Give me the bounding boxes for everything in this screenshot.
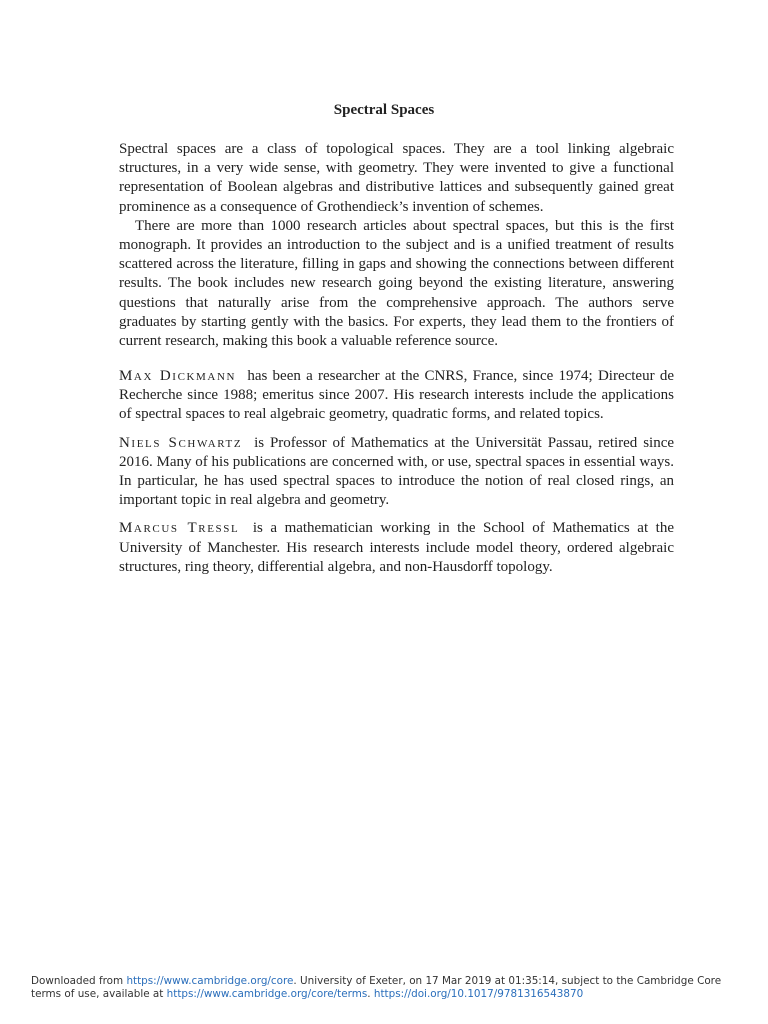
author-bios bbox=[119, 367, 674, 586]
author-bio-schwartz bbox=[119, 434, 674, 511]
footer-middle-text: . University of Exeter, on 17 Mar 2019 at 01:35:14, subject to the Cambridge Core terms of use, available at bbox=[31, 975, 722, 1001]
author-bio-text: is a mathematician working in the School of Mathematics at the University of Manchester. His research interests include model theory, ordered algebraic structures, ring theory, differential algebra, and non-Hausdorff topology. bbox=[119, 520, 674, 575]
download-footer bbox=[31, 975, 743, 1001]
author-bio-tressl bbox=[119, 519, 674, 577]
page-title: Spectral Spaces bbox=[333, 102, 435, 118]
author-bio-text: is Professor of Mathematics at the Universität Passau, retired since 2016. Many of his publications are concerned with, or use, spectral spaces in essential ways. In particular, he has used spectral spaces to introduce the notion of real closed rings, an important topic in real algebra and geometry. bbox=[119, 434, 675, 509]
book-description bbox=[119, 140, 674, 351]
description-paragraph: Spectral spaces are a class of topological spaces. They are a tool linking algebraic structures, in a very wide sense, with geometry. They were invented to give a functional representation of Boolean algebras and distributive lattices and subsequently gained great prominence as a consequence of Grothendieck’s invention of schemes. bbox=[119, 141, 674, 215]
author-bio-text: has been a researcher at the CNRS, France, since 1974; Directeur de Recherche since 1988; emeritus since 2007. His research interests include the applications of spectral spaces to real algebraic geometry, quadratic forms, and related topics. bbox=[119, 368, 674, 423]
author-name: Max Dickmann bbox=[119, 368, 237, 384]
author-bio-dickmann bbox=[119, 367, 674, 425]
footer-prefix: Downloaded from bbox=[31, 975, 127, 987]
author-name: Niels Schwartz bbox=[119, 434, 243, 451]
terms-link[interactable]: https://www.cambridge.org/core/terms bbox=[166, 988, 368, 1001]
footer-separator: . bbox=[367, 988, 374, 1001]
doi-link[interactable]: https://doi.org/10.1017/9781316543870 bbox=[373, 988, 584, 1001]
author-name: Marcus Tressl bbox=[119, 520, 240, 537]
cambridge-core-link[interactable]: https://www.cambridge.org/core bbox=[126, 975, 294, 987]
description-paragraph: There are more than 1000 research articles about spectral spaces, but this is the first monograph. It provides an introduction to the subject and is a unified treatment of results scattered across the literature, filling in gaps and showing the connections between different results. The book includes new research going beyond the existing literature, answering questions that naturally arise from the comprehensive approach. The authors serve graduates by starting gently with the basics. For experts, they lead them to the frontiers of current research, making this book a valuable reference source. bbox=[119, 217, 674, 350]
